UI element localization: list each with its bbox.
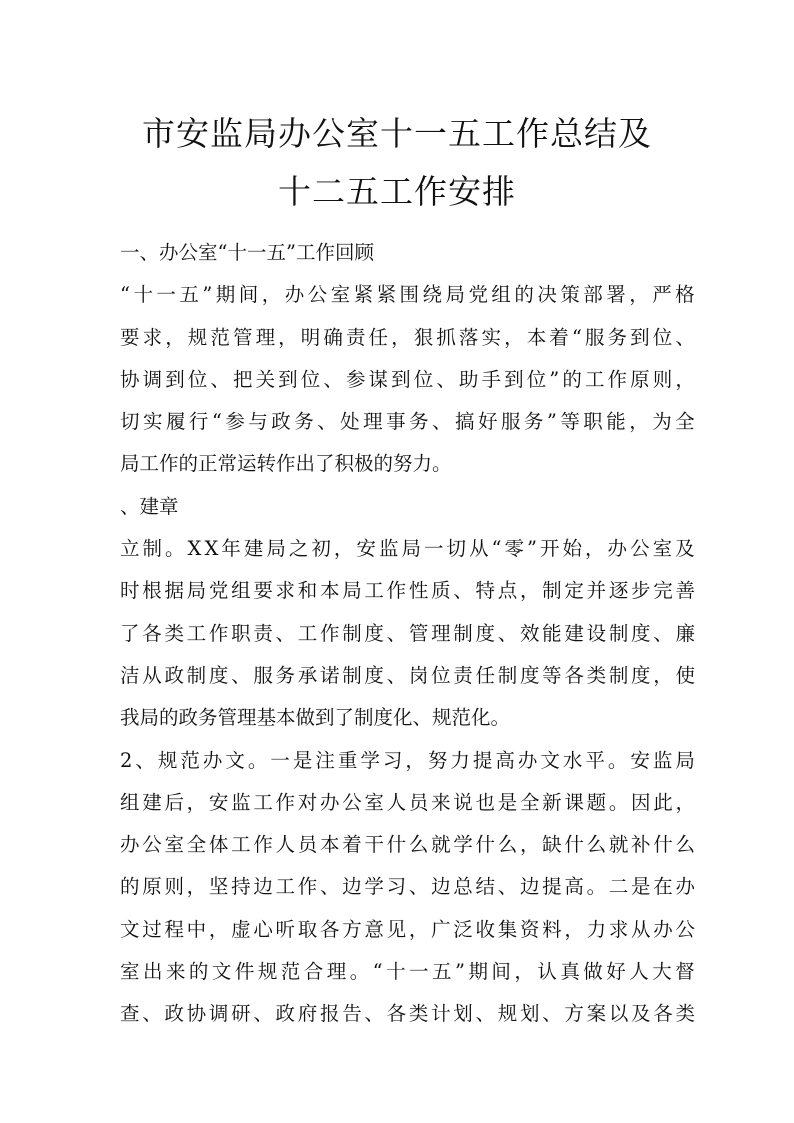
text-line: 的 原 则 ， 坚 持 边 工 作 、 边 学 习 、 边 总 结 、 边 提 高 。 二 是 在 办 [120, 875, 695, 899]
document-title [0, 105, 794, 221]
title-line-2: 十二五工作安排 [278, 172, 516, 211]
text-line: 2 、 规 范 办 文 。 一 是 注 重 学 习 ， 努 力 提 高 办 文 水 平 。 安 监 局 [120, 748, 695, 772]
text-line: 局工作的正常运转作出了积极的努力。 [120, 452, 452, 476]
text-line: 文 过 程 中 ， 虚 心 听 取 各 方 意 见 ， 广 泛 收 集 资 料 ， 力 求 从 办 公 [120, 917, 695, 941]
text-line: 室 出 来 的 文 件 规 范 合 理 。 “ 十 一 五 ” 期 间 ， 认 真 做 好 人 大 督 [120, 960, 695, 984]
text-line: 、建章 [120, 494, 179, 518]
text-line: 了 各 类 工 作 职 责 、 工 作 制 度 、 管 理 制 度 、 效 能 建 设 制 度 、 廉 [120, 621, 695, 645]
text-line: 我局的政务管理基本做到了制度化、规范化。 [120, 706, 511, 730]
document-body [120, 232, 695, 1036]
text-line: 组 建 后 ， 安 监 工 作 对 办 公 室 人 员 来 说 也 是 全 新 课 题 。 因 此 ， [120, 790, 695, 814]
text-line: “ 十 一 五 ” 期 间 ， 办 公 室 紧 紧 围 绕 局 党 组 的 决 策 部 署 ， 严 格 [120, 283, 695, 307]
text-line: 立 制 。 X X 年 建 局 之 初 ， 安 监 局 一 切 从 “ 零 ” 开 始 ， 办 公 室 及 [120, 537, 695, 561]
text-line: 查 、 政 协 调 研 、 政 府 报 告 、 各 类 计 划 、 规 划 、 方 案 以 及 各 类 [120, 1002, 695, 1026]
title-line-1: 市安监局办公室十一五工作总结及 [142, 114, 652, 153]
text-line: 切 实 履 行 “ 参 与 政 务 、 处 理 事 务 、 搞 好 服 务 ” 等 职 能 ， 为 全 [120, 410, 695, 434]
text-line: 时 根 据 局 党 组 要 求 和 本 局 工 作 性 质 、 特 点 ， 制 定 并 逐 步 完 善 [120, 579, 695, 603]
text-line: 洁 从 政 制 度 、 服 务 承 诺 制 度 、 岗 位 责 任 制 度 等 各 类 制 度 ， 使 [120, 663, 695, 687]
text-line: 要 求 ， 规 范 管 理 ， 明 确 责 任 ， 狠 抓 落 实 ， 本 着 “ 服 务 到 位 、 [120, 325, 695, 349]
text-line: 办 公 室 全 体 工 作 人 员 本 着 干 什 么 就 学 什 么 ， 缺 什 么 就 补 什 么 [120, 833, 695, 857]
text-line: 协 调 到 位 、 把 关 到 位 、 参 谋 到 位 、 助 手 到 位 ” 的 工 作 原 则 ， [120, 367, 695, 391]
text-line: 一、办公室“十一五”工作回顾 [120, 241, 374, 264]
